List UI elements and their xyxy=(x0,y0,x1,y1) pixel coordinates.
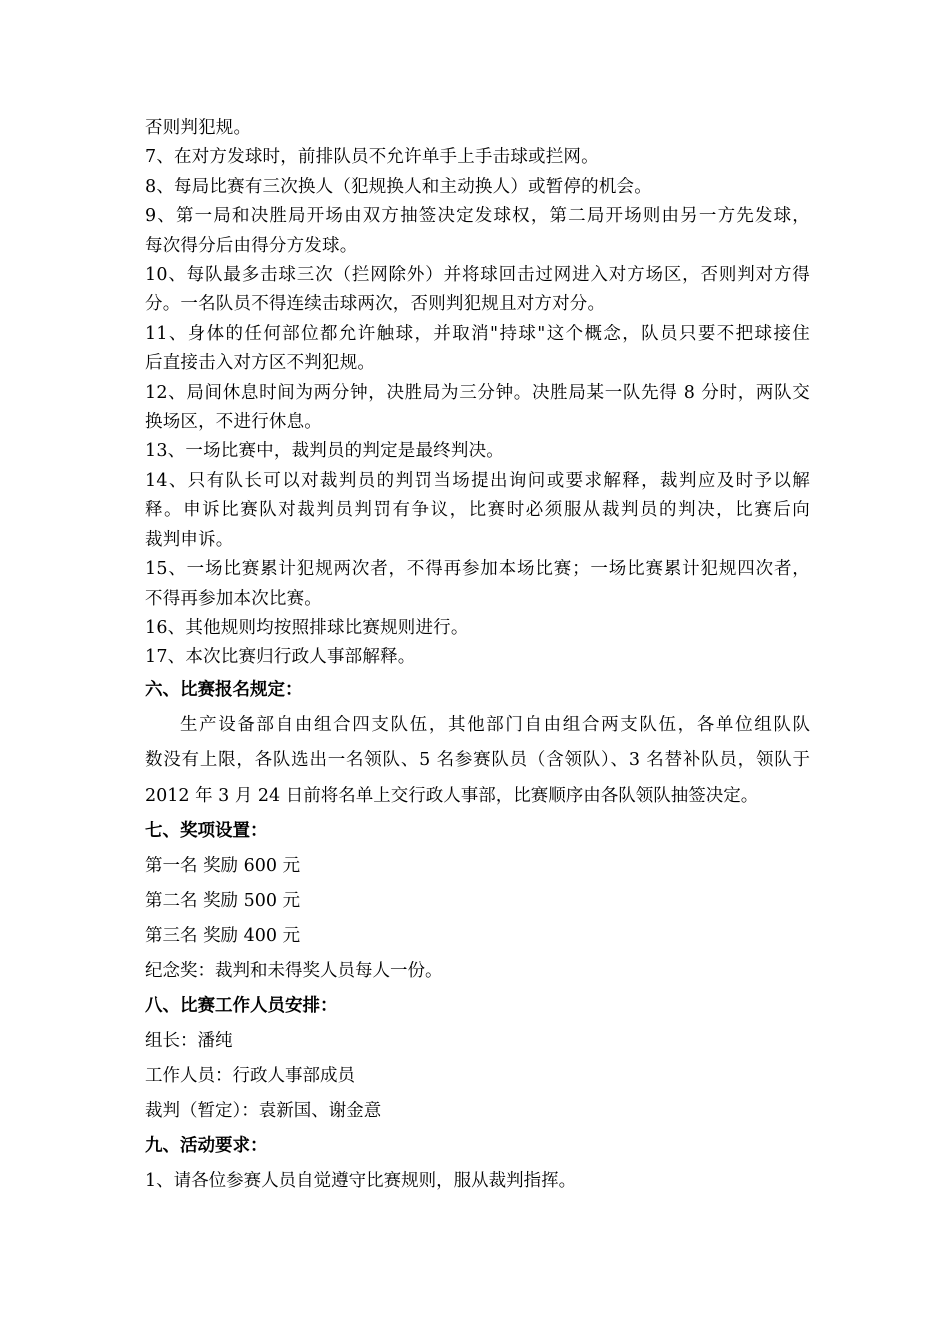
registration-line: 生产设备部自由组合四支队伍，其他部门自由组合两支队伍，各单位组队队 xyxy=(180,714,810,735)
registration-line: 数没有上限，各队选出一名领队、5 名参赛队员（含领队）、3 名替补队员，领队于 xyxy=(145,750,810,771)
awards-list xyxy=(145,849,810,989)
rule-12-cont: 换场区，不进行休息。 xyxy=(145,412,322,433)
rule-11: 11、身体的任何部位都允许触球，并取消"持球"这个概念，队员只要不把球接住 xyxy=(145,323,810,344)
rules-list xyxy=(145,114,810,673)
rule-16: 16、其他规则均按照排球比赛规则进行。 xyxy=(145,617,469,638)
rule-7: 7、在对方发球时，前排队员不允许单手上手击球或拦网。 xyxy=(145,147,599,168)
rule-14-cont: 释。申诉比赛队对裁判员判罚有争议，比赛时必须服从裁判员的判决，比赛后向 xyxy=(145,500,810,521)
award-second: 第二名 奖励 500 元 xyxy=(145,891,301,912)
rule-17: 17、本次比赛归行政人事部解释。 xyxy=(145,647,416,668)
rule-8: 8、每局比赛有三次换人（犯规换人和主动换人）或暂停的机会。 xyxy=(145,176,652,197)
rule-14-end: 裁判申诉。 xyxy=(145,529,234,550)
rule-line: 否则判犯规。 xyxy=(145,118,252,138)
section-8-heading: 八、比赛工作人员安排： xyxy=(145,996,338,1017)
rule-11-cont: 后直接击入对方区不判犯规。 xyxy=(145,353,376,374)
section-7-heading: 七、奖项设置： xyxy=(145,821,268,842)
rule-10-cont: 分。一名队员不得连续击球两次，否则判犯规且对方对分。 xyxy=(145,294,606,315)
requirements-list xyxy=(145,1164,810,1199)
rule-9: 9、第一局和决胜局开场由双方抽签决定发球权，第二局开场则由另一方先发球， xyxy=(145,206,810,227)
rule-12: 12、局间休息时间为两分钟，决胜局为三分钟。决胜局某一队先得 8 分时，两队交 xyxy=(145,382,810,403)
staff-leader: 组长：潘纯 xyxy=(145,1031,233,1052)
section-6-body xyxy=(145,708,810,815)
section-9-heading: 九、活动要求： xyxy=(145,1136,268,1157)
rule-15: 15、一场比赛累计犯规两次者，不得再参加本场比赛；一场比赛累计犯规四次者， xyxy=(145,559,810,580)
requirement-1: 1、请各位参赛人员自觉遵守比赛规则，服从裁判指挥。 xyxy=(145,1171,577,1192)
rule-14: 14、只有队长可以对裁判员的判罚当场提出询问或要求解释，裁判应及时予以解 xyxy=(145,470,810,491)
award-third: 第三名 奖励 400 元 xyxy=(145,926,301,947)
staff-list xyxy=(145,1024,810,1129)
document-page xyxy=(145,114,810,1199)
award-first: 第一名 奖励 600 元 xyxy=(145,856,301,877)
award-souvenir: 纪念奖：裁判和未得奖人员每人一份。 xyxy=(145,961,443,982)
rule-13: 13、一场比赛中，裁判员的判定是最终判决。 xyxy=(145,441,504,462)
rule-10: 10、每队最多击球三次（拦网除外）并将球回击过网进入对方场区，否则判对方得 xyxy=(145,265,810,286)
section-6-heading: 六、比赛报名规定： xyxy=(145,679,303,700)
staff-referees: 裁判（暂定）：袁新国、谢金意 xyxy=(145,1101,382,1122)
registration-line: 2012 年 3 月 24 日前将名单上交行政人事部，比赛顺序由各队领队抽签决定。 xyxy=(145,785,759,806)
rule-15-cont: 不得再参加本次比赛。 xyxy=(145,588,322,609)
staff-members: 工作人员：行政人事部成员 xyxy=(145,1066,355,1087)
rule-9-cont: 每次得分后由得分方发球。 xyxy=(145,235,358,256)
